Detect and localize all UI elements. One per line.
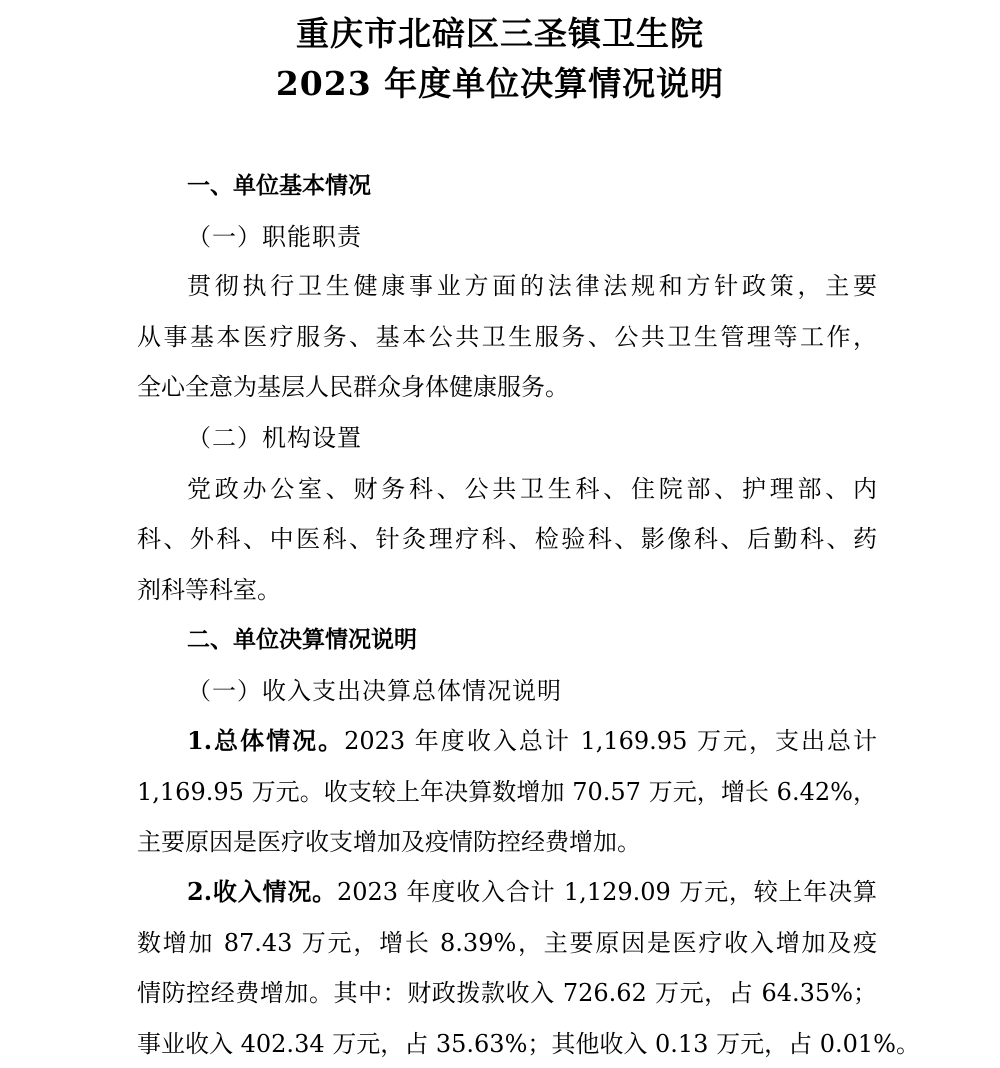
item2-first-line-text: 2023 年度收入合计 1,129.09 万元，较上年决算 [337, 878, 877, 906]
paragraph-line: 事业收入 402.34 万元，占 35.63%；其他收入 0.13 万元，占 0.01%。 [137, 1030, 920, 1058]
item1-first-line [187, 725, 877, 757]
item1-first-line-text: 2023 年度收入总计 1,169.95 万元，支出总计 [344, 727, 877, 755]
section2-sub1-heading: （一）收入支出决算总体情况说明 [187, 677, 562, 705]
item1-label: 1.总体情况。 [187, 726, 345, 755]
paragraph-line: 1,169.95 万元。收支较上年决算数增加 70.57 万元，增长 6.42%， [137, 778, 877, 806]
paragraph-line: 贯彻执行卫生健康事业方面的法律法规和方针政策，主要 [187, 272, 877, 300]
document-title-line2: 2023 年度单位决算情况说明 [275, 64, 725, 103]
item2-label: 2.收入情况。 [187, 877, 337, 906]
paragraph-line: 全心全意为基层人民群众身体健康服务。 [137, 373, 569, 401]
paragraph-line: 从事基本医疗服务、基本公共卫生服务、公共卫生管理等工作， [137, 323, 877, 351]
paragraph-line: 情防控经费增加。其中：财政拨款收入 726.62 万元，占 64.35%； [137, 979, 877, 1007]
item2-first-line [187, 876, 877, 908]
document-title-line1: 重庆市北碚区三圣镇卫生院 [296, 14, 704, 53]
section1-heading: 一、单位基本情况 [187, 172, 371, 199]
paragraph-line: 数增加 87.43 万元，增长 8.39%，主要原因是医疗收入增加及疫 [137, 929, 877, 957]
section1-sub2-heading: （二）机构设置 [187, 424, 362, 452]
paragraph-line: 剂科等科室。 [137, 576, 281, 604]
paragraph-line: 主要原因是医疗收支增加及疫情防控经费增加。 [137, 828, 641, 856]
section2-heading: 二、单位决算情况说明 [187, 626, 417, 653]
paragraph-line: 科、外科、中医科、针灸理疗科、检验科、影像科、后勤科、药 [137, 525, 877, 553]
paragraph-line: 党政办公室、财务科、公共卫生科、住院部、护理部、内 [187, 475, 877, 503]
section1-sub1-heading: （一）职能职责 [187, 223, 362, 251]
